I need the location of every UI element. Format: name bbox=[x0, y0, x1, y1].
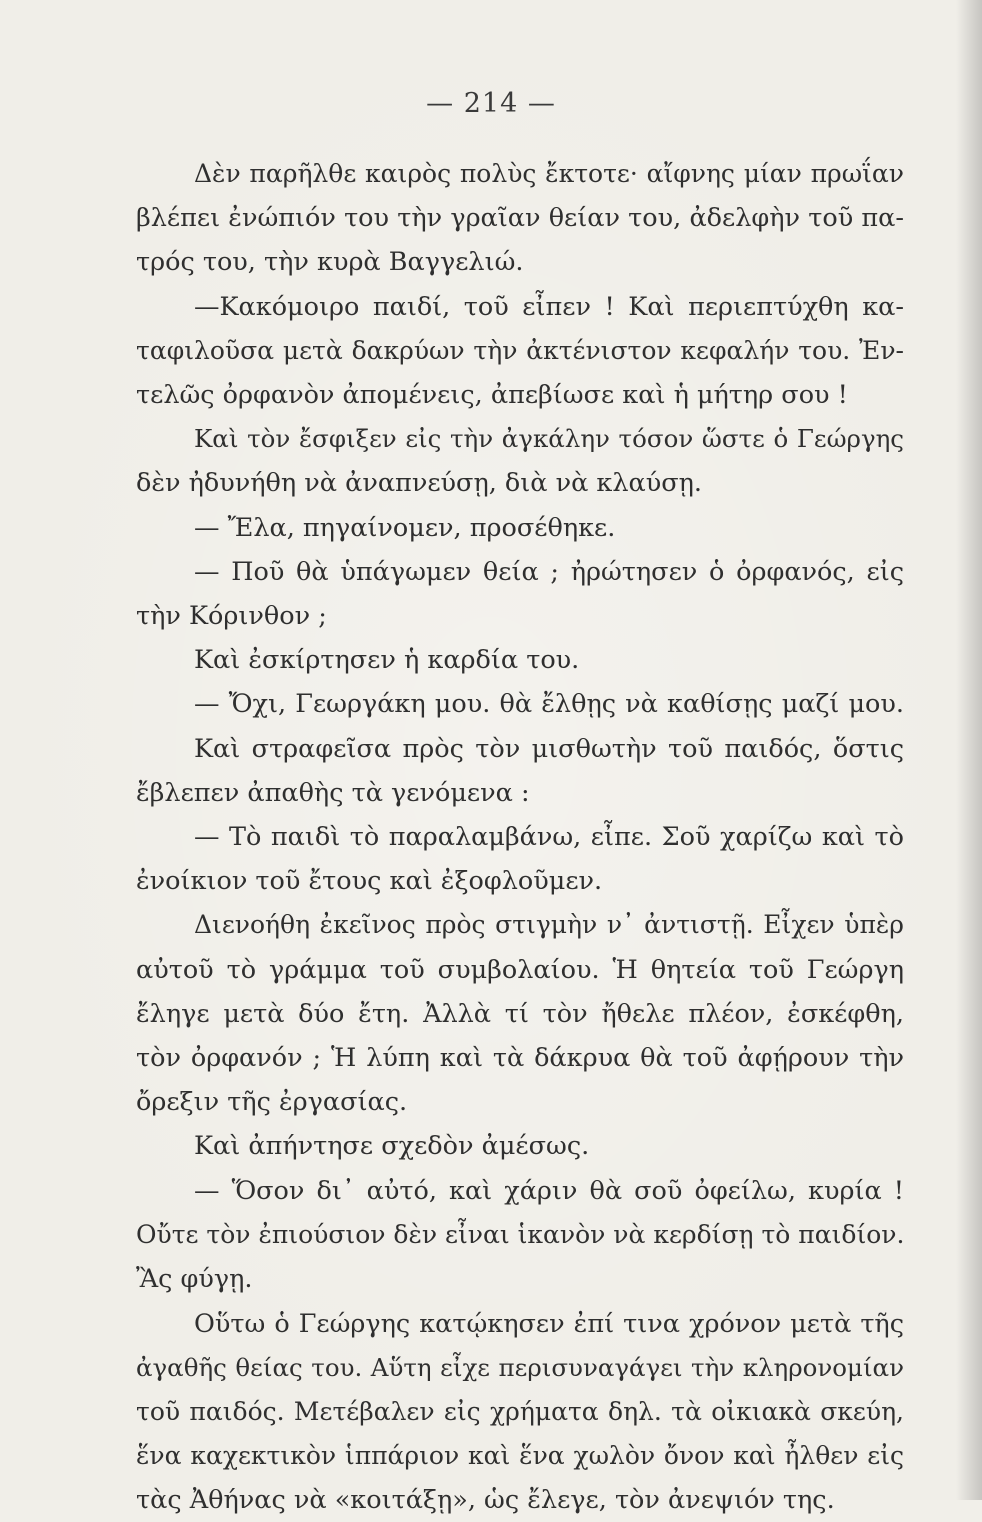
text-line: ὄρεξιν τῆς ἐργασίας. bbox=[136, 1087, 408, 1117]
text-line: Δὲν παρῆλθε καιρὸς πολὺς ἔκτοτε· αἴφνης μίαν πρωΐαν bbox=[194, 159, 904, 188]
text-line: —Κακόμοιρο παιδί, τοῦ εἶπεν ! Καὶ περιεπτύχθη κα- bbox=[194, 292, 904, 322]
text-line: — Ποῦ θὰ ὑπάγωμεν θεία ; ἠρώτησεν ὁ ὀρφανός, εἰς bbox=[194, 557, 904, 587]
page-edge-shadow bbox=[956, 0, 982, 1500]
page-number: — 214 — bbox=[426, 88, 556, 119]
text-line: ἕνα καχεκτικὸν ἱππάριον καὶ ἕνα χωλὸν ὄνον καὶ ἦλθεν εἰς bbox=[136, 1441, 904, 1470]
text-line: Οὕτω ὁ Γεώργης κατῴκησεν ἐπί τινα χρόνον μετὰ τῆς bbox=[194, 1309, 904, 1339]
text-line: Καὶ ἐσκίρτησεν ἡ καρδία του. bbox=[194, 645, 580, 675]
text-line: τοῦ παιδός. Μετέβαλεν εἰς χρήματα δηλ. τὰ οἰκιακὰ σκεύη, bbox=[136, 1397, 904, 1426]
text-line: — Ἔλα, πηγαίνομεν, προσέθηκε. bbox=[194, 513, 616, 543]
text-line: αὐτοῦ τὸ γράμμα τοῦ συμβολαίου. Ἡ θητεία τοῦ Γεώργη bbox=[136, 955, 904, 985]
text-line: δὲν ἠδυνήθη νὰ ἀναπνεύσῃ, διὰ νὰ κλαύσῃ. bbox=[136, 468, 703, 498]
text-line: Διενοήθη ἐκεῖνος πρὸς στιγμὴν ν᾽ ἀντιστῇ. Εἶχεν ὑπὲρ bbox=[194, 910, 904, 939]
text-line: βλέπει ἐνώπιόν του τὴν γραῖαν θείαν του, ἀδελφὴν τοῦ πα- bbox=[136, 203, 904, 233]
text-line: τὰς Ἀθήνας νὰ «κοιτάξῃ», ὡς ἔλεγε, τὸν ἀνεψιόν της. bbox=[136, 1485, 835, 1515]
text-line: Καὶ τὸν ἔσφιξεν εἰς τὴν ἀγκάλην τόσον ὥστε ὁ Γεώργης bbox=[194, 424, 904, 453]
text-line: ἔβλεπεν ἀπαθὴς τὰ γενόμενα : bbox=[136, 778, 530, 808]
text-line: — Τὸ παιδὶ τὸ παραλαμβάνω, εἶπε. Σοῦ χαρίζω καὶ τὸ bbox=[194, 822, 904, 852]
text-line: Οὔτε τὸν ἐπιούσιον δὲν εἶναι ἱκανὸν νὰ κερδίσῃ τὸ παιδίον. bbox=[136, 1220, 905, 1249]
text-line: ἔληγε μετὰ δύο ἔτη. Ἀλλὰ τί τὸν ἤθελε πλέον, ἐσκέφθη, bbox=[136, 999, 904, 1029]
text-line: τὸν ὀρφανόν ; Ἡ λύπη καὶ τὰ δάκρυα θὰ τοῦ ἀφῄρουν τὴν bbox=[136, 1043, 904, 1073]
text-line: ἐνοίκιον τοῦ ἔτους καὶ ἐξοφλοῦμεν. bbox=[136, 866, 603, 896]
text-line: ταφιλοῦσα μετὰ δακρύων τὴν ἀκτένιστον κεφαλήν του. Ἐν- bbox=[136, 336, 904, 365]
text-line: Ἂς φύγῃ. bbox=[136, 1264, 253, 1294]
text-line: ἀγαθῆς θείας του. Αὕτη εἶχε περισυναγάγει τὴν κληρονομίαν bbox=[136, 1353, 904, 1382]
text-line: τρός του, τὴν κυρὰ Βαγγελιώ. bbox=[136, 247, 524, 277]
text-line: — Ὄχι, Γεωργάκη μου. θὰ ἔλθῃς νὰ καθίσῃς μαζί μου. bbox=[194, 689, 904, 719]
text-line: Καὶ ἀπήντησε σχεδὸν ἀμέσως. bbox=[194, 1131, 590, 1161]
text-line: τὴν Κόρινθον ; bbox=[136, 601, 327, 631]
text-line: τελῶς ὀρφανὸν ἀπομένεις, ἀπεβίωσε καὶ ἡ μήτηρ σου ! bbox=[136, 380, 848, 410]
text-line: — Ὅσον δι᾽ αὐτό, καὶ χάριν θὰ σοῦ ὀφείλω, κυρία ! bbox=[194, 1176, 904, 1206]
text-line: Καὶ στραφεῖσα πρὸς τὸν μισθωτὴν τοῦ παιδός, ὅστις bbox=[194, 734, 904, 764]
